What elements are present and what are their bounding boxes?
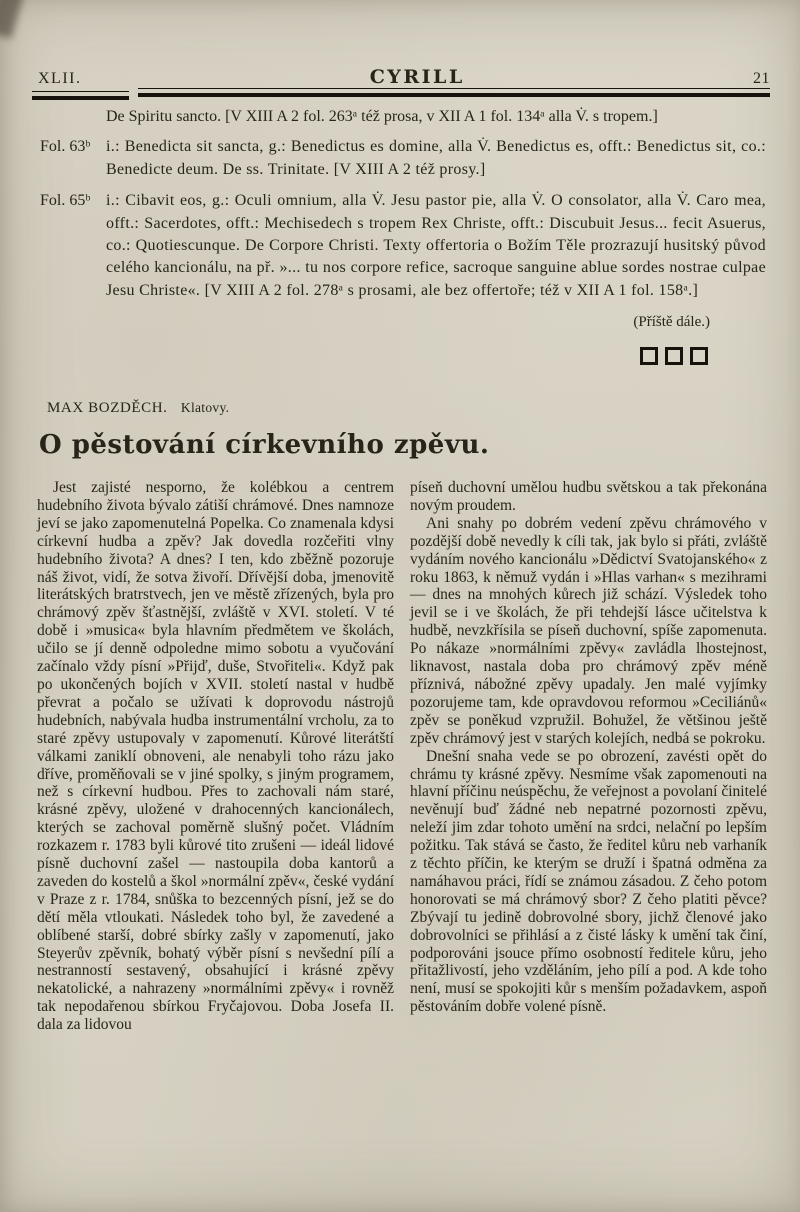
end-mark-square <box>665 347 683 365</box>
article-byline <box>47 400 767 417</box>
folio-catalogue-section <box>40 106 766 365</box>
header-rule <box>32 88 770 100</box>
right-column <box>410 479 767 1034</box>
article-paragraph: Jest zajisté nesporno, že kolébkou a centrem hudebního života bývalo zátiší chrámové. Dnes namnoze jeví se jako zapomenutelná Popelka. Co znamenala kdysi církevní hudba a zpěv? Jak dovedla rozčeřiti vlny hudebního života? A dnes? I ten, kdo zběžně pozoruje náš život, vidí, že sotva živoří. Dřívější doba, jmenovitě literátských bratrstvech, jen ve městě zřízených, byla pro chrámový zpěv šťastnější, zvláště v XVI. století. V té době i »musica« byla hlavním předmětem ve školách, učilo se jí denně odpoledne mimo sobotu a vyučování začínalo vždy písní »Přijď, duše, Stvořiteli«. Když pak po ukončených bojích v XVII. století nastal v hudbě převrat a počalo se užívati k doprovodu nástrojů hudebních, nabývala hudba instrumentální vrcholu, za to staré zpěvy ustupovaly v zapomenutí. Kůrové literátští válkami zaniklí obnoveni, ale nenabyli toho rázu jako dříve, proměňovali se v jiné spolky, s jiným programem, než s církevní hudbou. Přes to zachovali nám staré, krásné zpěvy, uložené v drahocenných kancionálech, kterých se zachoval poměrně slušný počet. Vládním rozkazem r. 1783 byli kůrové tito zrušeni — ideál lidové písně duchovní zašel — nastoupila doba kantorů a zaveden do kostelů a škol »normální zpěv«, české vydání v Praze z r. 1784, snůška to bezcenných písní, jež se do dětí měla vtloukati. Následek toho byl, že zavedené a oblíbené starší, dobré sbírky zašly v zapomenutí, jako Steyerův zpěvník, bohatý výběr písní s nevšední pílí a nestranností sestavený, obsahující i krásné zpěvy nekatolické, a nahrazeny »normálními zpěvy« i rovněž tak nepodařenou sbírkou Fryčajovou. Doba Josefa II. dala za lidovou <box>37 479 394 1034</box>
running-header <box>38 66 770 88</box>
article-columns <box>37 479 767 1034</box>
header-rule-right-segment <box>138 88 770 97</box>
end-mark-square <box>640 347 658 365</box>
article-paragraph: píseň duchovní umělou hudbu světskou a tak překonána novým proudem. <box>410 479 767 514</box>
folio-label: Fol. 63ᵇ <box>40 138 91 156</box>
article-paragraph: Dnešní snaha vede se po obrození, zavésti opět do chrámu ty krásné zpěvy. Nesmíme však zapomenouti na hlavní příčinu neúspěchu, že veřejnost a povolaní činitelé nevěnují buď žádné neb nepatrné pozornosti zpěvu, neleží jim zdar tohoto umění na srdci, nelační po lepším požitku. Tak stává se často, že ředitel kůru neb varhaník z těchto příčin, ke kterým se druží i špatná odměna za namáhavou práci, řídí se známou zásadou. Z čeho potom honorovati se má chrámový sbor? Z čeho platiti pěvce? Zbývají tu jedině dobrovolné sbory, jichž členové jako dobrovolníci se přihlásí a z čisté lásky k umění tak činí, podporováni jsouce přímo osobností ředitele kůru, jeho přitažlivostí, jeho vzděláním, jeho pílí a pod. A kde toho není, musí se spokojiti kůr s menším požadavkem, aspoň pěstováním dobře volené písně. <box>410 747 767 1016</box>
left-column <box>37 479 394 1034</box>
article-section <box>37 400 767 1034</box>
author-name: MAX BOZDĚCH. <box>47 400 168 416</box>
folio-label: Fol. 65ᵇ <box>40 192 91 210</box>
journal-title: CYRILL <box>369 66 465 88</box>
continuation-paragraph: De Spiritu sancto. [V XIII A 2 fol. 263ᵃ též prosa, v XII A 1 fol. 134ᵃ alla V̇. s tropem.] <box>106 108 658 125</box>
end-mark-square <box>690 347 708 365</box>
article-title: O pěstování církevního zpěvu. <box>39 430 490 460</box>
scan-artifact <box>0 0 24 39</box>
folio-entry-text: i.: Benedicta sit sancta, g.: Benedictus es domine, alla V̇. Benedictus es, offt.: Benedictus sit, co.: Benedicte deum. De ss. Trinitate. [V XIII A 2 též prosy.] <box>106 138 766 178</box>
article-paragraph: Ani snahy po dobrém vedení zpěvu chrámového v pozdější době nevedly k cíli tak, jak bylo si přáti, zvláště vydáním nového kancionálu »Dědictví Svatojanského« z roku 1863, k němuž vydán i »Hlas varhan« s mezihrami — dnes na mnohých kůrech již schází. Výsledek toho jevil se i ve školách, že při tehdejší lásce učitelstva k hudbě, nevzkřísila se píseň duchovní, spíše zapomenuta. Po nákaze »normálními zpěvy« zavládla lhostejnost, liknavost, nastala doba pro chrámový zpěv méně příznivá, nábožné zpěvy upadaly. Jen malé vyjímky pozorujeme tam, kde opravdovou reformou »Ceciliánů« zpěv se poněkud vzpružil. Bohužel, že většinou ještě zpěv chrámový jest v starých kolejích, nedbá se pokroku. <box>410 514 767 747</box>
author-place: Klatovy. <box>180 400 230 415</box>
page-number: 21 <box>753 70 770 87</box>
volume-number: XLII. <box>38 70 82 87</box>
header-rule-left-segment <box>32 91 129 100</box>
folio-entry-text: i.: Cibavit eos, g.: Oculi omnium, alla V̇. Jesu pastor pie, alla V̇. O consolator, alla V̇. Caro mea, offt.: Sacerdotes, offt.: Mechisedech s tropem Rex Christe, offt.: Discubuit Jesus... fecit Asuerus, co.: Quotiescunque. De Corpore Christi. Texty offertoria o Božím Těle prozrazují husitský původ celého kancionálu, na př. »... tu nos corpore refice, sacroque sanguine ablue sordes nostrae culpae Jesu Christe«. [V XIII A 2 fol. 278ᵃ s prosami, ale bez offertoře; též v XII A 1 fol. 158ᵃ.] <box>106 192 766 299</box>
folio-entry <box>40 136 766 181</box>
to-be-continued-note: (Příště dále.) <box>633 314 710 331</box>
section-end-marks <box>40 347 766 365</box>
folio-entry <box>40 190 766 302</box>
